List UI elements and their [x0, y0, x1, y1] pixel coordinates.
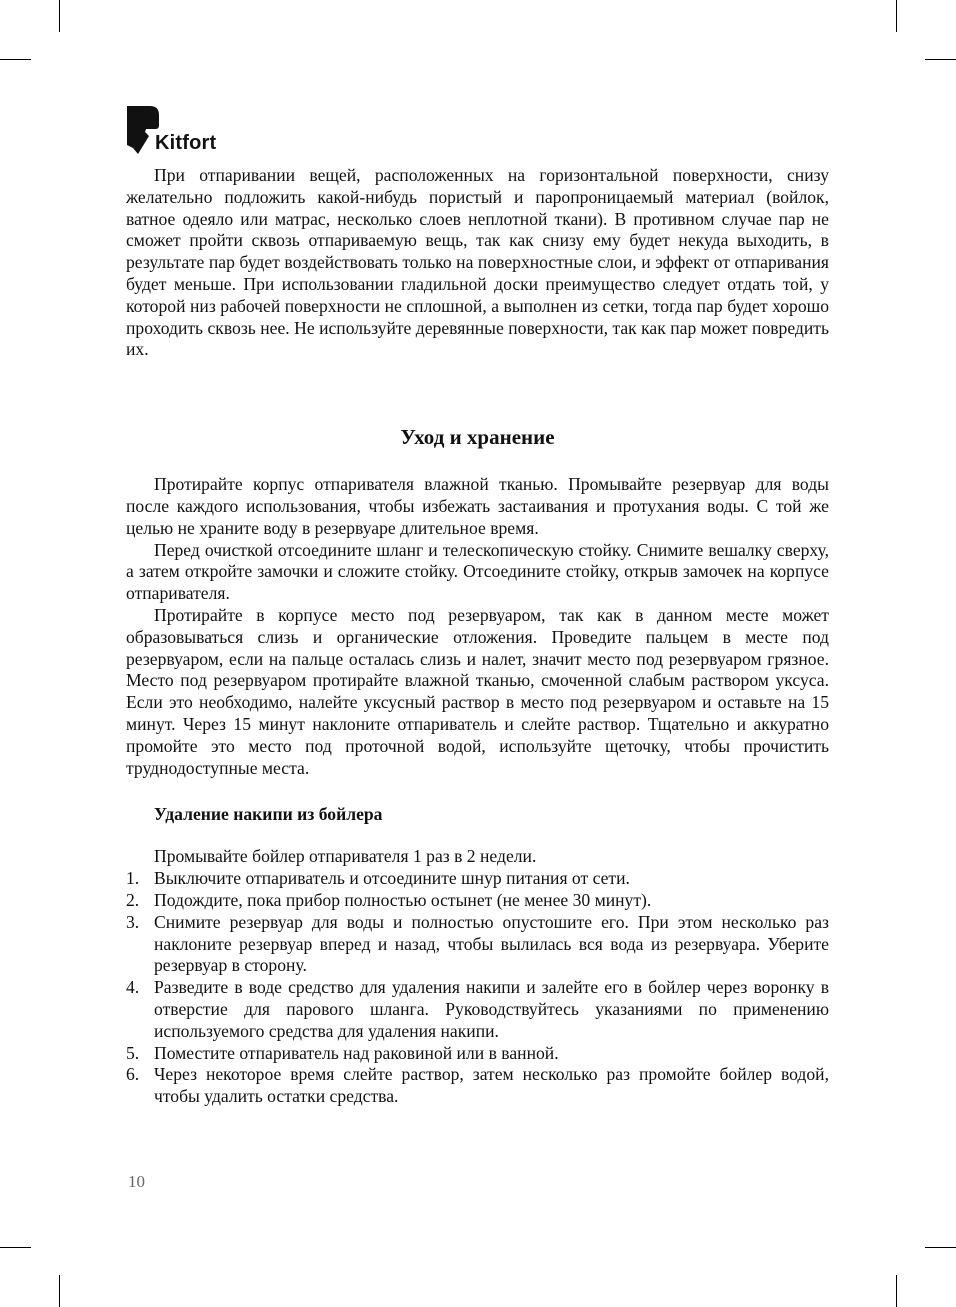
list-item: [126, 1064, 829, 1108]
list-item-number: 4.: [126, 977, 140, 998]
list-item: [126, 977, 829, 1042]
list-item: [126, 912, 829, 977]
brand-logo: [127, 106, 227, 158]
page-number: 10: [128, 1172, 145, 1191]
page-content: [126, 165, 829, 1108]
crop-mark: [925, 59, 956, 60]
list-item-number: 6.: [126, 1064, 140, 1085]
care-section: [126, 474, 829, 779]
crop-mark: [925, 1247, 956, 1248]
brand-name: Kitfort: [155, 132, 217, 154]
list-item-text: Разведите в воде средство для удаления накипи и залейте его в бойлер через воронку в отверстие для парового шланга. Руководствуйтесь указаниями по применению используемого средства для удаления накипи.: [154, 977, 829, 1041]
list-item-number: 5.: [126, 1042, 140, 1063]
crop-mark: [59, 1275, 60, 1307]
section-title: Уход и хранение: [400, 425, 555, 450]
list-item-number: 1.: [126, 868, 140, 889]
subsection-title: Удаление накипи из бойлера: [154, 804, 383, 825]
care-paragraph: Протирайте в корпусе место под резервуаром, так как в данном месте может образовываться слизь и органические отложения. Проведите пальцем в месте под резервуаром, если на пальце осталась слизь и налет, значит место под резервуаром грязное. Место под резервуаром протирайте влажной тканью, смоченной слабым раствором уксуса. Если это необходимо, налейте уксусный раствор в место под резервуаром и оставьте на 15 минут. Через 15 минут наклоните отпариватель и слейте раствор. Тщательно и аккуратно промойте это место под проточной водой, используйте щеточку, чтобы прочистить труднодоступные места.: [126, 604, 829, 778]
crop-mark: [896, 0, 897, 32]
crop-mark: [896, 1275, 897, 1307]
list-item-text: Через некоторое время слейте раствор, затем несколько раз промойте бойлер водой, чтобы удалить остатки средства.: [154, 1064, 829, 1107]
list-item-text: Снимите резервуар для воды и полностью опустошите его. При этом несколько раз наклоните резервуар вперед и назад, чтобы вылилась вся вода из резервуара. Уберите резервуар в сторону.: [154, 911, 829, 976]
crop-mark: [59, 0, 60, 32]
list-item-text: Поместите отпариватель над раковиной или в ванной.: [154, 1042, 559, 1063]
descaling-intro: Промывайте бойлер отпаривателя 1 раз в 2 недели.: [154, 846, 537, 867]
list-item: [126, 868, 829, 890]
intro-paragraph: При отпаривании вещей, расположенных на горизонтальной поверхности, снизу желательно подложить какой-нибудь пористый и паропроницаемый материал (войлок, ватное одеяло или матрас, несколько слоев неплотной ткани). В противном случае пар не сможет пройти сквозь отпариваемую вещь, так как снизу ему будет некуда выходить, в результате пар будет воздействовать только на поверхностные слои, и эффект от отпаривания будет меньше. При использовании гладильной доски преимущество следует отдать той, у которой низ рабочей поверхности не сплошной, а выполнен из сетки, тогда пар будет хорошо проходить сквозь нее. Не используйте деревянные поверхности, так как пар может повредить их.: [126, 165, 829, 360]
descaling-steps: [126, 868, 829, 1108]
list-item-text: Подождите, пока прибор полностью остынет (не менее 30 минут).: [154, 889, 652, 910]
list-item-text: Выключите отпариватель и отсоедините шнур питания от сети.: [154, 868, 630, 889]
care-paragraph: Протирайте корпус отпаривателя влажной тканью. Промывайте резервуар для воды после каждого использования, чтобы избежать застаивания и протухания воды. С той же целью не храните воду в резервуаре длительное время.: [126, 474, 829, 538]
list-item-number: 2.: [126, 889, 140, 910]
list-item: [126, 1043, 829, 1065]
care-paragraph: Перед очисткой отсоедините шланг и телескопическую стойку. Снимите вешалку сверху, а затем откройте замочки и сложите стойку. Отсоедините стойку, открыв замочек на корпусе отпаривателя.: [126, 539, 829, 604]
list-item: [126, 890, 829, 912]
crop-mark: [0, 59, 31, 60]
crop-mark: [0, 1247, 31, 1248]
list-item-number: 3.: [126, 911, 140, 932]
